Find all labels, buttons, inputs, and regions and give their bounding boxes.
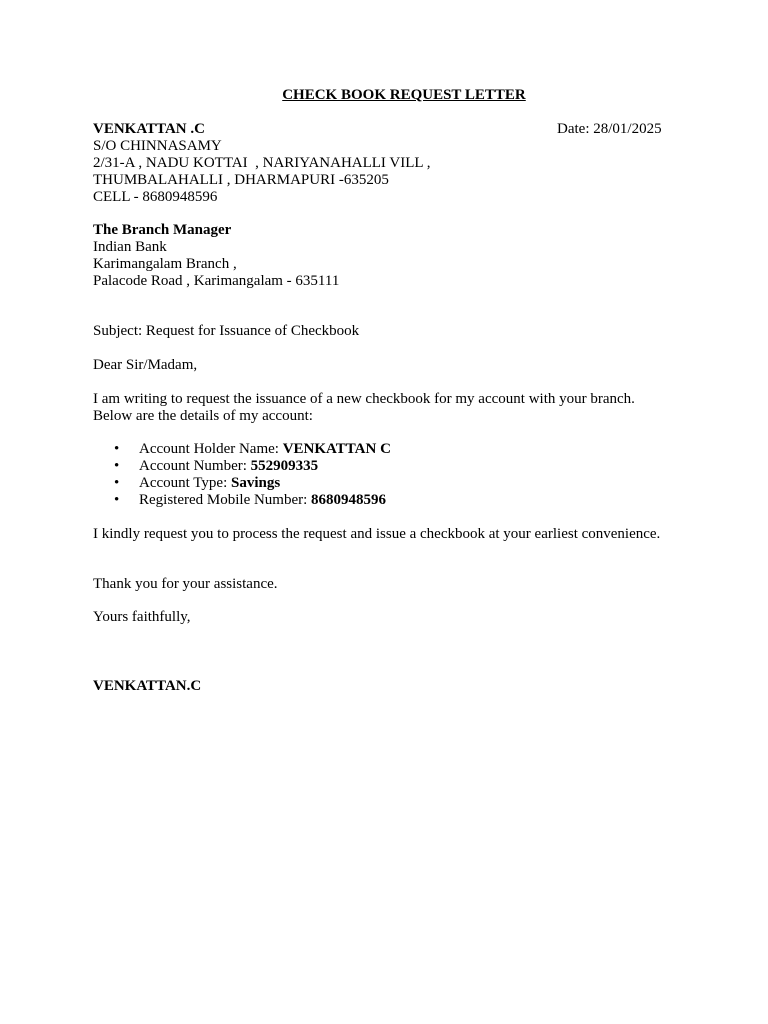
recipient-bank: Indian Bank <box>93 239 167 255</box>
letter-date: Date: 28/01/2025 <box>557 121 662 137</box>
letter-title: CHECK BOOK REQUEST LETTER <box>282 87 526 103</box>
bullet-icon: • <box>114 492 120 508</box>
closing-line: Yours faithfully, <box>93 609 191 625</box>
sender-address-line1: 2/31-A , NADU KOTTAI , NARIYANAHALLI VILL , <box>93 155 431 171</box>
detail-value: 8680948596 <box>311 492 387 508</box>
detail-mobile-number <box>93 492 391 509</box>
bullet-icon: • <box>114 441 120 457</box>
detail-label: Registered Mobile Number: <box>139 492 312 508</box>
subject-line: Subject: Request for Issuance of Checkbook <box>93 323 360 339</box>
sender-relation: S/O CHINNASAMY <box>93 138 222 154</box>
signature-name: VENKATTAN.C <box>93 678 202 694</box>
bullet-icon: • <box>114 458 120 474</box>
detail-label: Account Number: <box>139 458 251 474</box>
intro-paragraph: I am writing to request the issuance of a new checkbook for my account with your branch. Below are the details of my account: <box>93 391 635 424</box>
salutation: Dear Sir/Madam, <box>93 357 198 373</box>
detail-value: Savings <box>231 475 281 491</box>
letter-page <box>93 0 693 1024</box>
recipient-block <box>93 222 673 290</box>
recipient-address: Palacode Road , Karimangalam - 635111 <box>93 273 340 289</box>
account-details-list <box>93 441 391 509</box>
detail-value: VENKATTAN C <box>282 441 391 457</box>
thanks-line: Thank you for your assistance. <box>93 576 278 592</box>
sender-name: VENKATTAN .C <box>93 121 205 137</box>
detail-label: Account Type: <box>139 475 231 491</box>
sender-address-line2: THUMBALAHALLI , DHARMAPURI -635205 <box>93 172 389 188</box>
sender-cell: CELL - 8680948596 <box>93 189 218 205</box>
recipient-title: The Branch Manager <box>93 222 232 238</box>
detail-value: 552909335 <box>250 458 319 474</box>
detail-account-type <box>93 475 391 492</box>
recipient-branch: Karimangalam Branch , <box>93 256 237 272</box>
detail-label: Account Holder Name: <box>139 441 283 457</box>
bullet-icon: • <box>114 475 120 491</box>
detail-account-number <box>93 458 391 475</box>
detail-account-holder <box>93 441 391 458</box>
request-paragraph: I kindly request you to process the request and issue a checkbook at your earliest convenience. <box>93 526 661 542</box>
